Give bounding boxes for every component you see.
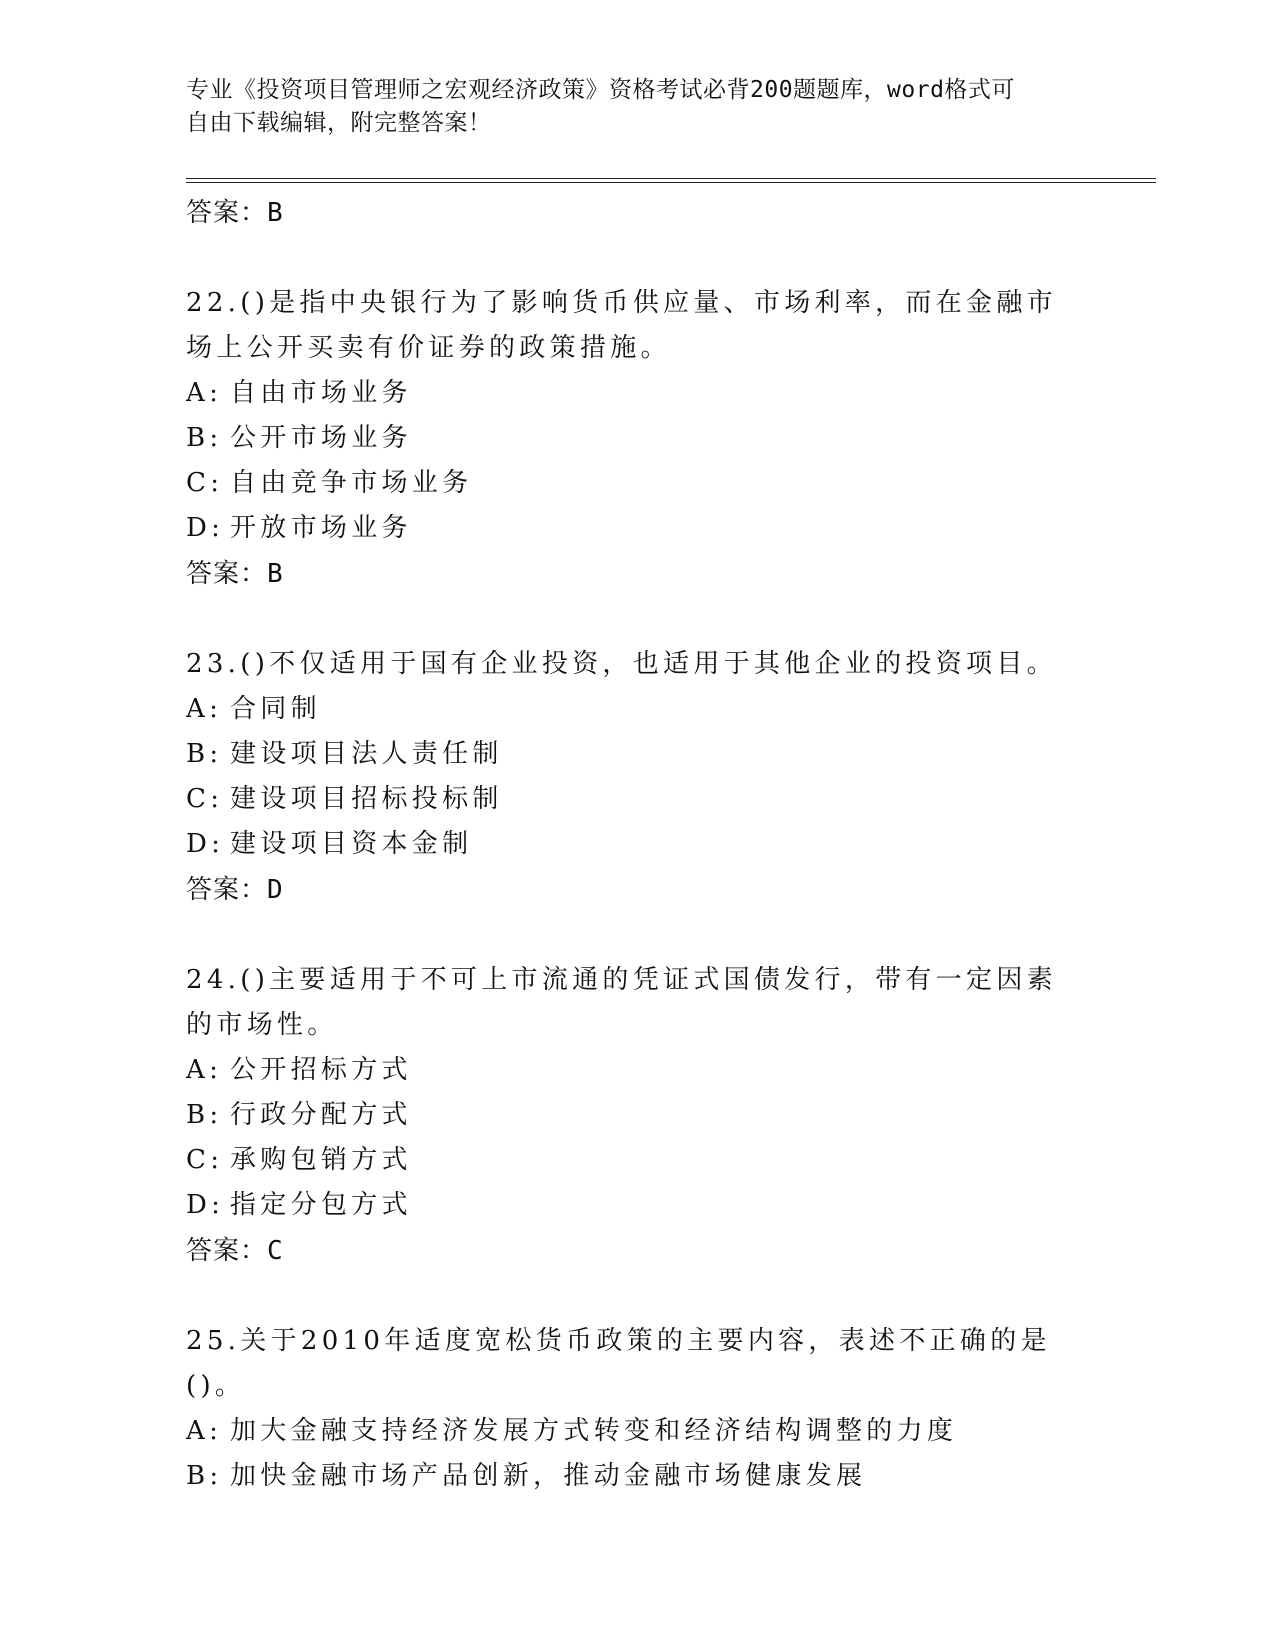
option-c <box>186 461 1136 506</box>
question-item-22 <box>186 281 1136 595</box>
option-a <box>186 1048 1136 1093</box>
option-a <box>186 687 1136 732</box>
option-text: 承购包销方式 <box>230 1145 412 1175</box>
option-text: 建设项目法人责任制 <box>230 739 503 769</box>
option-text: 开放市场业务 <box>230 513 412 543</box>
question-text: 23.()不仅适用于国有企业投资，也适用于其他企业的投资项目。 <box>186 649 1057 679</box>
option-letter: C: <box>186 1145 224 1175</box>
question-text: 25.关于2010年适度宽松货币政策的主要内容，表述不正确的是()。 <box>186 1326 1051 1401</box>
spacer <box>186 1272 1136 1319</box>
answer-label: 答案： <box>186 197 268 227</box>
option-text: 自由市场业务 <box>230 378 412 408</box>
answer-label: 答案： <box>186 1235 268 1265</box>
option-letter: C: <box>186 784 224 814</box>
option-letter: B: <box>186 1461 223 1491</box>
option-letter: B: <box>186 1100 223 1130</box>
option-letter: D: <box>186 1190 225 1220</box>
option-c <box>186 777 1136 822</box>
option-b <box>186 732 1136 777</box>
question-item-24 <box>186 958 1136 1272</box>
answer-value: C <box>267 1236 284 1266</box>
option-letter: A: <box>186 1055 223 1085</box>
option-d <box>186 822 1136 867</box>
question-text: 24.()主要适用于不可上市流通的凭证式国债发行，带有一定因素的市场性。 <box>186 965 1057 1040</box>
option-b <box>186 1093 1136 1138</box>
spacer <box>186 234 1136 281</box>
option-text: 建设项目资本金制 <box>230 829 473 859</box>
option-d <box>186 1183 1136 1228</box>
option-b <box>186 416 1136 461</box>
option-text: 公开招标方式 <box>230 1055 412 1085</box>
document-header <box>186 74 1086 140</box>
spacer <box>186 595 1136 642</box>
option-letter: A: <box>186 694 223 724</box>
question-item-23 <box>186 642 1136 911</box>
option-c <box>186 1138 1136 1183</box>
question-text: 22.()是指中央银行为了影响货币供应量、市场利率，而在金融市场上公开买卖有价证券的政策措施。 <box>186 288 1057 363</box>
header-divider-top <box>186 178 1156 179</box>
option-text: 指定分包方式 <box>230 1190 412 1220</box>
option-b <box>186 1454 1136 1499</box>
header-title-line-2: 自由下载编辑，附完整答案！ <box>186 110 492 136</box>
option-letter: D: <box>186 513 225 543</box>
option-text: 行政分配方式 <box>230 1100 412 1130</box>
answer-value: B <box>267 198 284 228</box>
option-letter: A: <box>186 378 223 408</box>
answer-line <box>186 1228 1136 1272</box>
option-text: 公开市场业务 <box>230 423 412 453</box>
answer-value: B <box>267 559 284 589</box>
answer-value: D <box>267 875 284 905</box>
option-letter: C: <box>186 468 224 498</box>
spacer <box>186 911 1136 958</box>
option-text: 加大金融支持经济发展方式转变和经济结构调整的力度 <box>230 1416 958 1446</box>
option-letter: A: <box>186 1416 223 1446</box>
header-divider-bottom <box>186 182 1156 183</box>
option-text: 自由竞争市场业务 <box>230 468 473 498</box>
option-d <box>186 506 1136 551</box>
option-letter: B: <box>186 739 223 769</box>
answer-label: 答案： <box>186 558 268 588</box>
header-title-line-1: 专业《投资项目管理师之宏观经济政策》资格考试必背200题题库，word格式可 <box>186 77 1015 103</box>
question-list <box>186 190 1136 1499</box>
answer-line <box>186 551 1136 595</box>
option-letter: B: <box>186 423 223 453</box>
option-text: 合同制 <box>230 694 321 724</box>
answer-line-21 <box>186 190 1136 234</box>
question-item-25 <box>186 1319 1136 1499</box>
option-text: 加快金融市场产品创新，推动金融市场健康发展 <box>230 1461 867 1491</box>
option-text: 建设项目招标投标制 <box>230 784 503 814</box>
option-letter: D: <box>186 829 225 859</box>
answer-label: 答案： <box>186 874 268 904</box>
option-a <box>186 1409 1136 1454</box>
option-a <box>186 371 1136 416</box>
answer-line <box>186 867 1136 911</box>
